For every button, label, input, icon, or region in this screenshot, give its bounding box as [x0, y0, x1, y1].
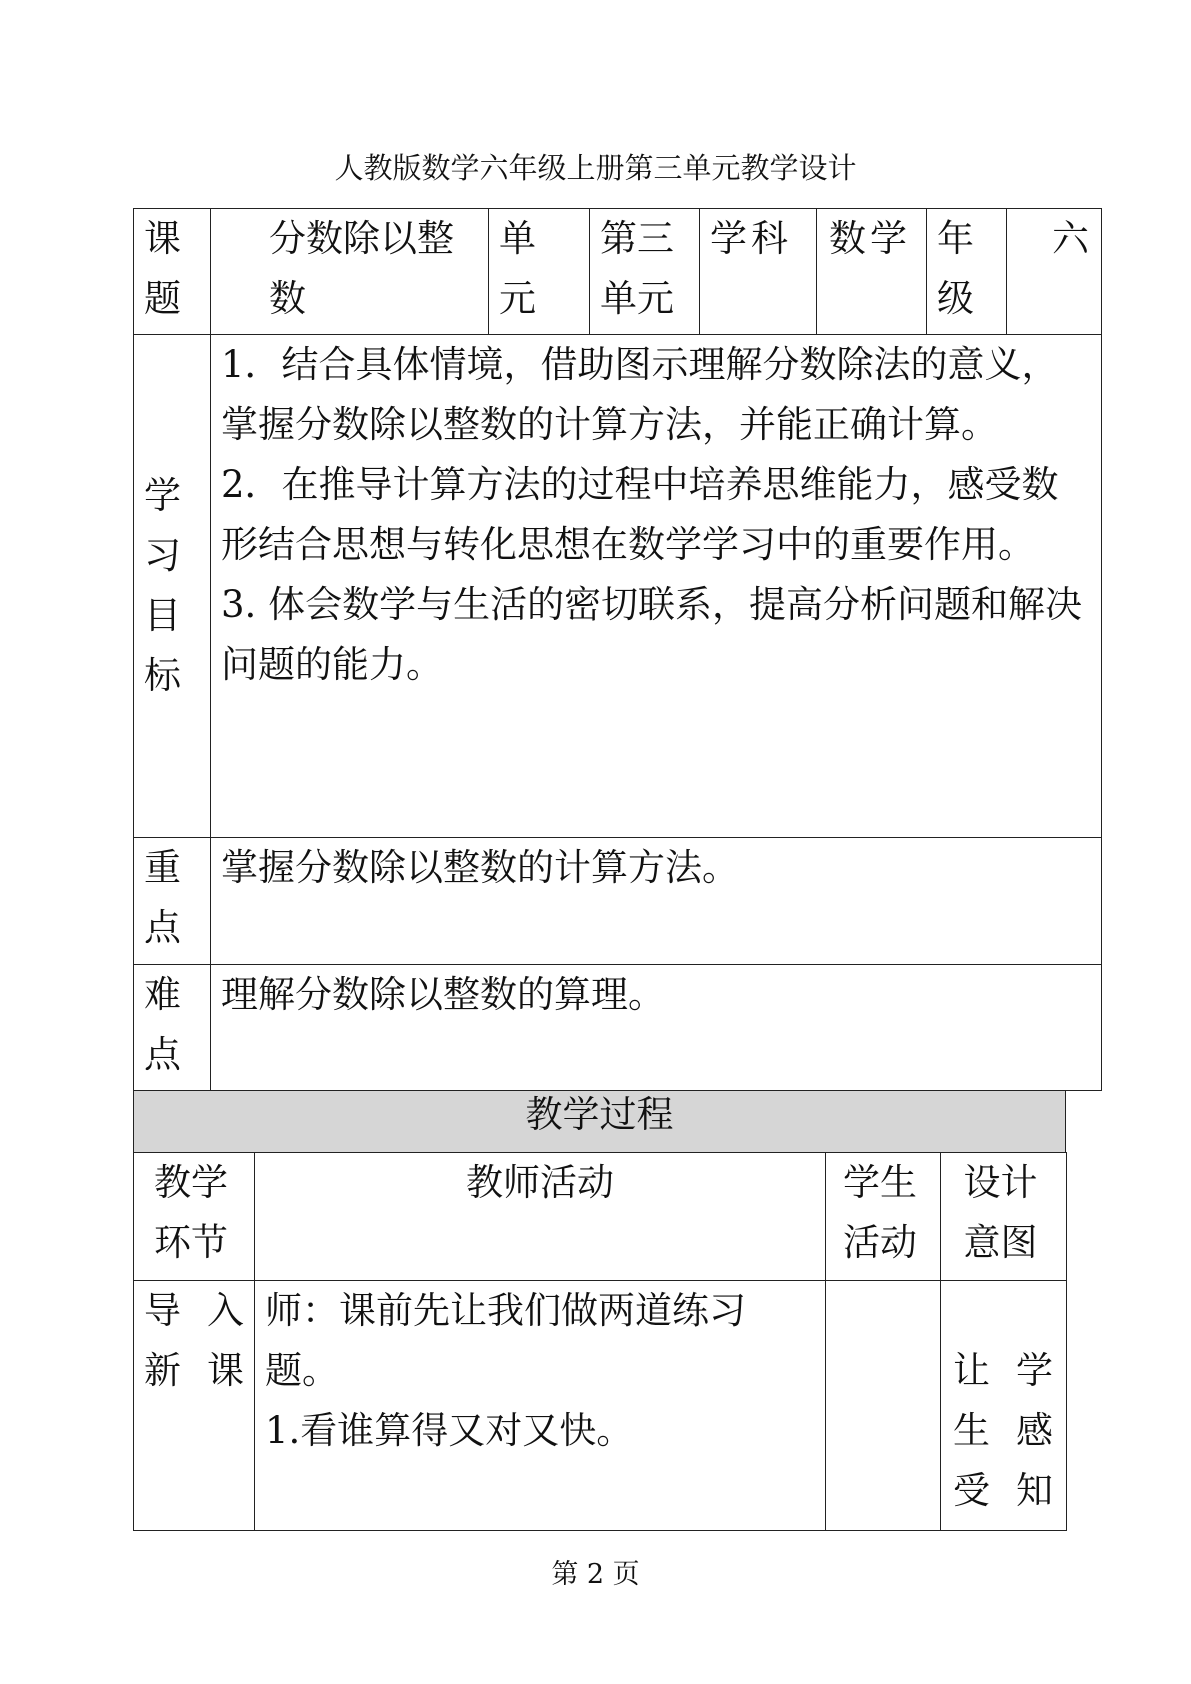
difficulty-label: 难点 [144, 973, 181, 1076]
process-table [133, 1152, 1067, 1531]
process-band-table [133, 1090, 1066, 1153]
objectives-row [134, 335, 1102, 838]
topic-value: 分数除以整数 [269, 217, 454, 320]
key-point-row [134, 838, 1102, 965]
key-point-text: 掌握分数除以整数的计算方法。 [221, 846, 739, 889]
unit-value: 第三单元 [600, 217, 674, 320]
grade-label: 年级 [937, 217, 974, 320]
key-point-label: 重点 [144, 846, 181, 949]
objective-item: 3. 体会数学与生活的密切联系，提高分析问题和解决问题的能力。 [221, 583, 1083, 686]
difficulty-row [134, 965, 1102, 1091]
teacher-activity-cell [255, 1281, 825, 1461]
lesson-info-table [133, 208, 1102, 1091]
page-number: 第 2 页 [551, 1559, 640, 1590]
teacher-line: 师：课前先让我们做两道练习题。 [265, 1289, 746, 1392]
student-header: 学生活动 [843, 1161, 917, 1264]
stage-cell: 导入新课 [144, 1289, 244, 1392]
stage-header: 教学环节 [154, 1161, 228, 1264]
teacher-header: 教师活动 [466, 1161, 614, 1204]
info-row [134, 209, 1102, 335]
grade-value: 六 [1052, 217, 1089, 260]
design-header: 设计意图 [963, 1161, 1038, 1264]
topic-label: 课题 [144, 217, 181, 320]
process-header-row [134, 1153, 1067, 1281]
objectives-list [211, 335, 1101, 695]
process-title: 教学过程 [525, 1093, 674, 1136]
objective-item: 1．结合具体情境，借助图示理解分数除法的意义，掌握分数除以整数的计算方法，并能正确计算。 [221, 343, 1059, 446]
design-intent-cell: 让学生感受知 [953, 1349, 1053, 1512]
unit-label: 单元 [499, 217, 536, 320]
subject-value: 数学 [829, 217, 907, 260]
document-title: 人教版数学六年级上册第三单元教学设计 [334, 151, 857, 185]
objectives-label: 学习目标 [144, 474, 181, 697]
teacher-line: 1.看谁算得又对又快。 [265, 1409, 634, 1452]
process-row [134, 1281, 1067, 1531]
difficulty-text: 理解分数除以整数的算理。 [221, 973, 665, 1016]
subject-label: 学科 [710, 217, 788, 260]
objective-item: 2．在推导计算方法的过程中培养思维能力，感受数形结合思想与转化思想在数学学习中的重要作用。 [221, 463, 1059, 566]
